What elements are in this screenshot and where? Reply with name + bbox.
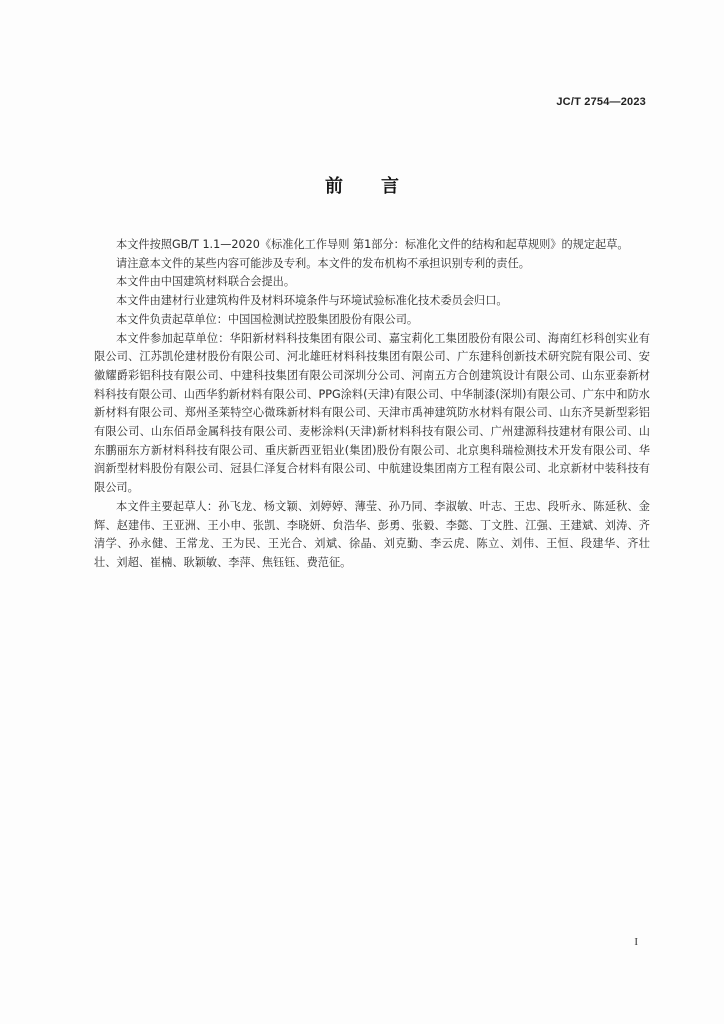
page-title: 前言 <box>325 176 437 197</box>
foreword-body <box>94 236 650 573</box>
page-number: I <box>634 936 638 948</box>
paragraph-drafting-rules: 本文件按照GB/T 1.1—2020《标准化工作导则 第1部分：标准化文件的结构和起草规则》的规定起草。 <box>116 238 629 251</box>
paragraph-main-drafters: 本文件主要起草人：孙飞龙、杨文颖、刘婷婷、薄莹、孙乃同、李淑敏、叶志、王忠、段听永、陈延秋、金辉、赵建伟、王亚洲、王小申、张凯、李晓妍、贠浩华、彭勇、张毅、李懿、丁文胜、江强、王建斌、刘涛、齐清学、孙永健、王常龙、王为民、王光合、刘斌、徐晶、刘克勤、李云虎、陈立、刘伟、王恒、段建华、齐壮壮、刘超、崔楠、耿颖敏、李萍、焦钰钰、费范征。 <box>94 499 650 569</box>
paragraph-participating-units: 本文件参加起草单位：华阳新材料科技集团有限公司、嘉宝莉化工集团股份有限公司、海南红杉科创实业有限公司、江苏凯伦建材股份有限公司、河北雄旺材料科技集团有限公司、广东建科创新技术研究院有限公司、安徽耀爵彩铝科技有限公司、中建科技集团有限公司深圳分公司、河南五方合创建筑设计有限公司、山东亚泰新材料科技有限公司、山西华豹新材料有限公司、PPG涂料(天津)有限公司、中华制漆(深圳)有限公司、广东中和防水新材料有限公司、郑州圣莱特空心微珠新材料有限公司、天津市禹神建筑防水材料有限公司、山东齐昊新型彩铝有限公司、山东佰昂金属科技有限公司、麦彬涂料(天津)新材料科技有限公司、广州建源科技建材有限公司、山东鹏丽东方新材料科技有限公司、重庆新西亚铝业(集团)股份有限公司、北京奥科瑞检测技术开发有限公司、华润新型材料股份有限公司、冠县仁泽复合材料有限公司、中航建设集团南方工程有限公司、北京新材中装科技有限公司。 <box>94 331 650 495</box>
paragraph-responsible-drafter: 本文件负责起草单位：中国国检测试控股集团股份有限公司。 <box>116 312 419 326</box>
paragraph-proposed-by: 本文件由中国建筑材料联合会提出。 <box>116 275 296 289</box>
paragraph-technical-committee: 本文件由建材行业建筑构件及材料环境条件与环境试验标准化技术委员会归口。 <box>116 294 508 308</box>
standard-code: JC/T 2754—2023 <box>556 96 646 108</box>
paragraph-patent-notice: 请注意本文件的某些内容可能涉及专利。本文件的发布机构不承担识别专利的责任。 <box>116 256 530 270</box>
